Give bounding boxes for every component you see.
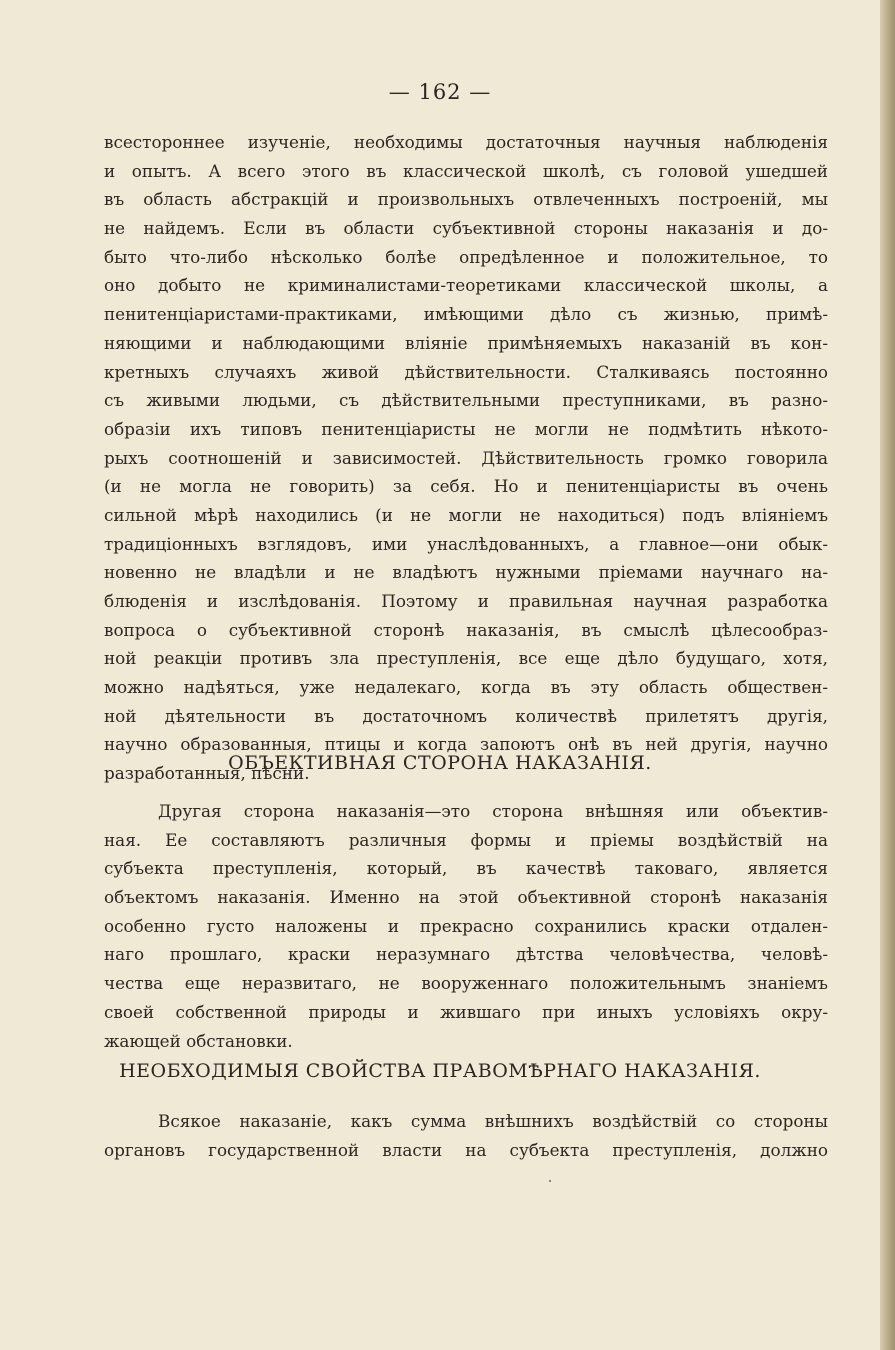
text-line: ной реакціи противъ зла преступленія, все еще дѣло будущаго, хотя, [104, 648, 828, 669]
paragraph-2 [104, 797, 828, 1055]
text-line: ной дѣятельности въ достаточномъ количествѣ прилетятъ другія, [104, 705, 828, 726]
text-line: въ область абстракцій и произвольныхъ отвлеченныхъ построеній, мы [104, 189, 828, 210]
text-line: сильной мѣрѣ находились (и не могли не находиться) подъ вліяніемъ [104, 504, 828, 525]
text-line: не найдемъ. Если въ области субъективной стороны наказанія и до- [104, 218, 828, 239]
text-line: блюденія и изслѣдованія. Поэтому и правильная научная разработка [104, 591, 828, 611]
text-line: (и не могла не говорить) за себя. Но и пенитенціаристы въ очень [104, 476, 828, 497]
text-line: няющими и наблюдающими вліяніе примѣняемыхъ наказаній въ кон- [104, 332, 828, 353]
text-line: пенитенціаристами-практиками, имѣющими дѣло съ жизнью, примѣ- [104, 304, 828, 325]
text-line: съ живыми людьми, съ дѣйствительными преступниками, въ разно- [104, 390, 828, 411]
text-line: объектомъ наказанія. Именно на этой объективной сторонѣ наказанія [104, 887, 828, 908]
text-line: органовъ государственной власти на субъекта преступленія, должно [104, 1139, 828, 1160]
text-line: разработанныя, пѣсни. [104, 763, 310, 784]
text-line: жающей обстановки. [104, 1030, 293, 1051]
page-number: — 162 — [388, 80, 492, 104]
text-line: Другая сторона наказанія—это сторона внѣшняя или объектив- [158, 801, 828, 821]
text-line: новенно не владѣли и не владѣютъ нужными пріемами научнаго на- [104, 562, 828, 583]
paragraph-1 [104, 128, 828, 788]
text-line: быто что-либо нѣсколько болѣе опредѣленное и положительное, то [104, 246, 828, 267]
text-line: кретныхъ случаяхъ живой дѣйствительности. Сталкиваясь постоянно [104, 361, 828, 382]
text-line: оно добыто не криминалистами-теоретиками классической школы, а [104, 275, 828, 296]
text-line: научно образованныя, птицы и когда запоютъ онѣ въ ней другія, научно [104, 734, 828, 755]
text-line: субъекта преступленія, который, въ качествѣ таковаго, является [104, 858, 828, 879]
text-line: рыхъ соотношеній и зависимостей. Дѣйствительность громко говорила [104, 447, 828, 468]
text-line: особенно густо наложены и прекрасно сохранились краски отдален- [104, 915, 828, 936]
text-line: чества еще неразвитаго, не вооруженнаго положительнымъ знаніемъ [104, 973, 828, 994]
text-line: своей собственной природы и жившаго при иныхъ условіяхъ окру- [104, 1001, 828, 1022]
text-line: ная. Ее составляютъ различныя формы и пріемы воздѣйствій на [104, 829, 828, 850]
text-line: можно надѣяться, уже недалекаго, когда въ эту область обществен- [104, 677, 828, 698]
text-line: образіи ихъ типовъ пенитенціаристы не могли не подмѣтить нѣкото- [104, 418, 828, 439]
section-heading-necessary-properties: НЕОБХОДИМЫЯ СВОЙСТВА ПРАВОМѢРНАГО НАКАЗАНІЯ. [119, 1060, 761, 1082]
text-line: Всякое наказаніе, какъ сумма внѣшнихъ воздѣйствій со стороны [158, 1111, 828, 1131]
page-edge [880, 0, 895, 1350]
text-line: наго прошлаго, краски неразумнаго дѣтства человѣчества, человѣ- [104, 944, 828, 965]
paragraph-3 [104, 1107, 828, 1164]
text-line: традиціонныхъ взглядовъ, ими унаслѣдованныхъ, а главное—они обык- [104, 533, 828, 554]
text-line: и опытъ. А всего этого въ классической школѣ, съ головой ушедшей [104, 160, 828, 181]
text-line: всестороннее изученіе, необходимы достаточныя научныя наблюденія [104, 132, 828, 152]
text-line: вопроса о субъективной сторонѣ наказанія, въ смыслѣ цѣлесообраз- [104, 619, 828, 640]
speck [549, 1180, 551, 1182]
section-heading-objective-side: ОБЪЕКТИВНАЯ СТОРОНА НАКАЗАНІЯ. [228, 752, 652, 774]
